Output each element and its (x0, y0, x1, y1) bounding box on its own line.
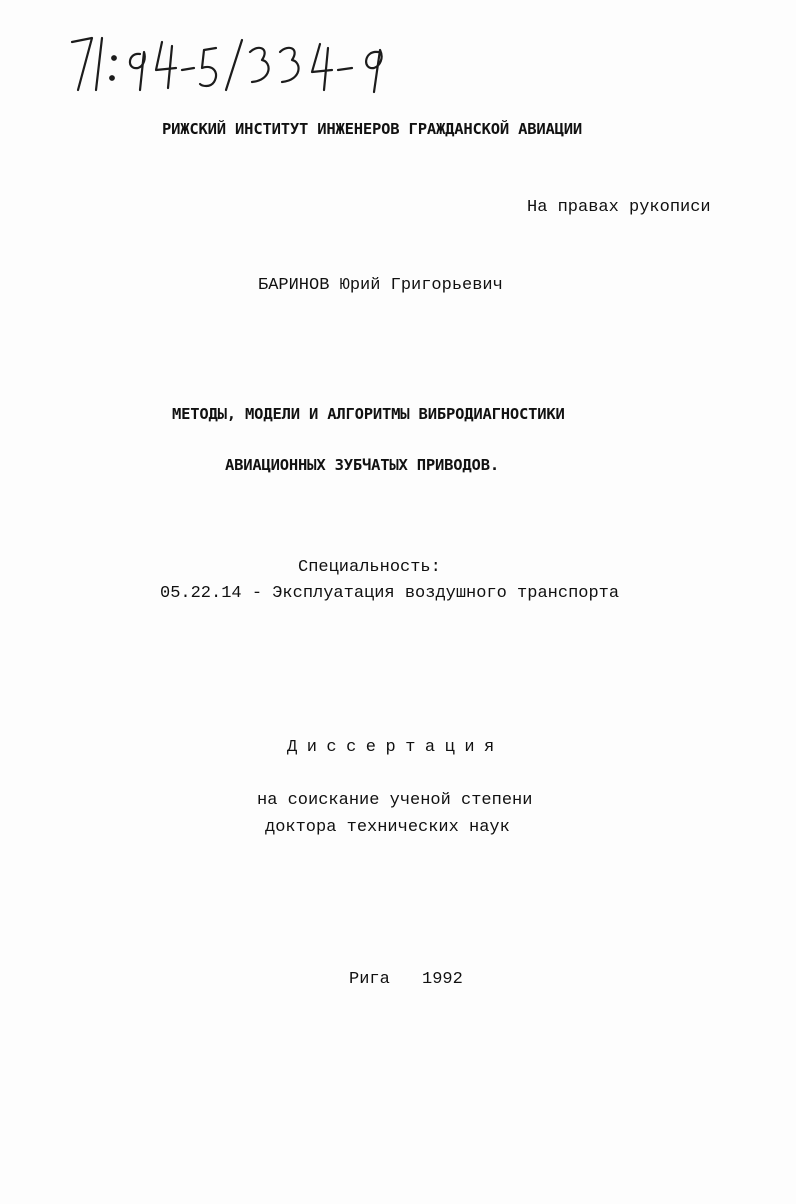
degree-line-2: доктора технических наук (265, 818, 510, 837)
place: Рига (349, 970, 390, 989)
degree-line-1: на соискание ученой степени (257, 791, 533, 810)
dissertation-title-line-1: МЕТОДЫ, МОДЕЛИ И АЛГОРИТМЫ ВИБРОДИАГНОСТИКИ (172, 405, 565, 423)
work-type: Диссертация (287, 738, 504, 757)
specialty-label: Специальность: (298, 558, 441, 577)
institution-name: РИЖСКИЙ ИНСТИТУТ ИНЖЕНЕРОВ ГРАЖДАНСКОЙ АВИАЦИИ (162, 120, 583, 138)
specialty-value: 05.22.14 - Эксплуатация воздушного транспорта (160, 584, 620, 603)
handwritten-archive-number (66, 28, 426, 96)
dissertation-title-line-2: АВИАЦИОННЫХ ЗУБЧАТЫХ ПРИВОДОВ. (225, 456, 499, 474)
year: 1992 (422, 970, 463, 989)
author-name: БАРИНОВ Юрий Григорьевич (258, 276, 503, 295)
rights-notice: На правах рукописи (527, 198, 711, 217)
